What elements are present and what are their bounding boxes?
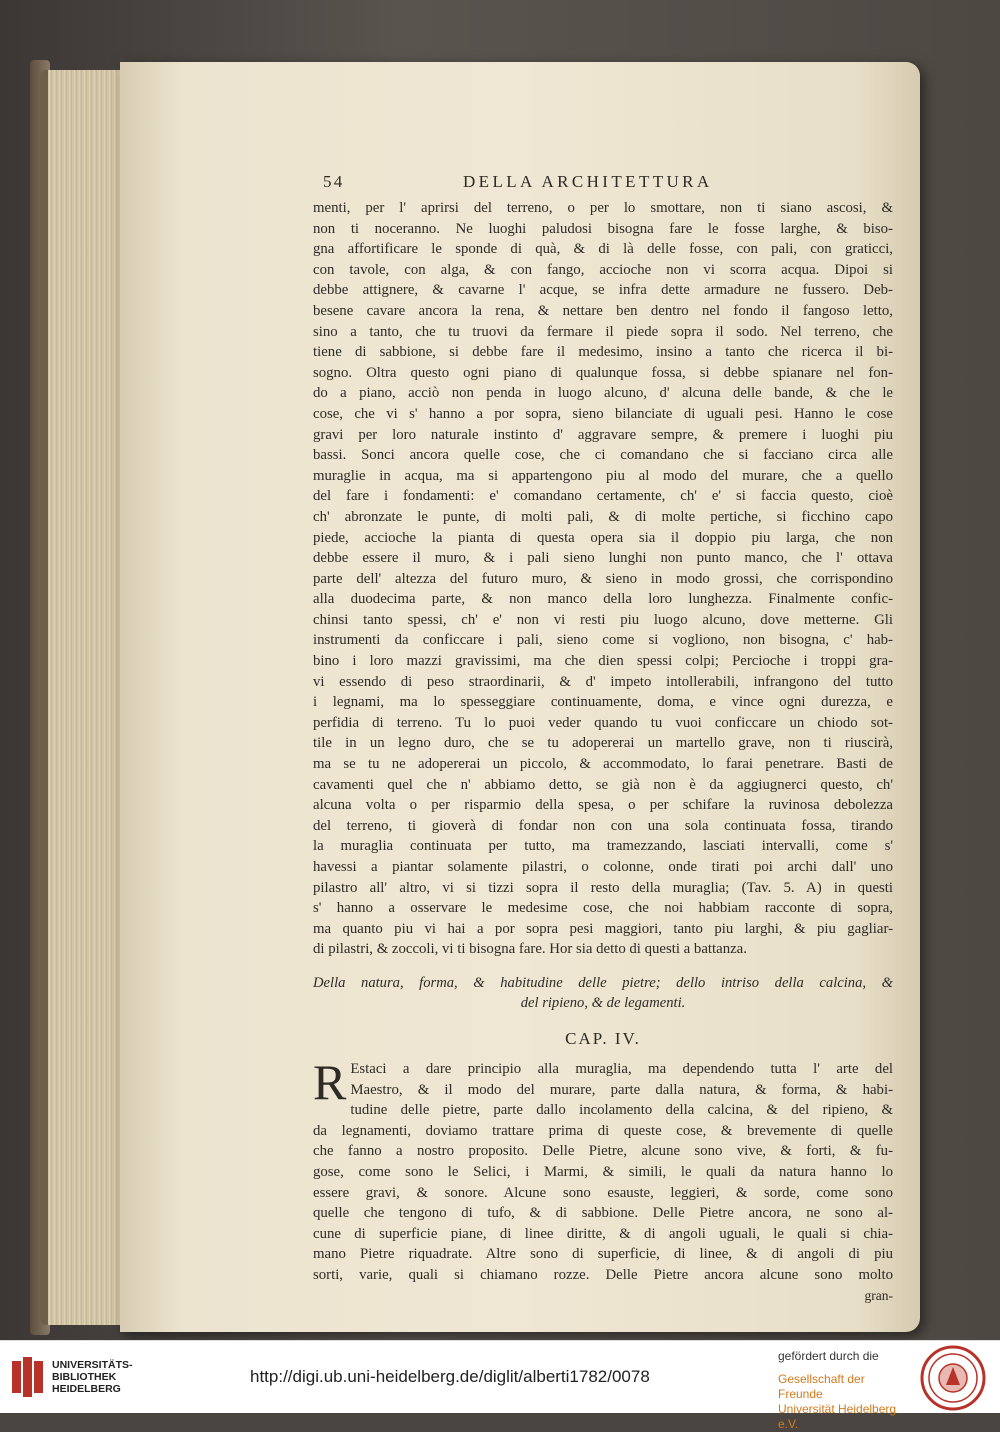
- text-line: tiene di sabbione, si debbe fare il medesimo, insino a tanto che ricerca il bi-: [313, 344, 893, 361]
- sponsor-org-line-2: Universität Heidelberg e.V.: [778, 1402, 897, 1431]
- text-line: debbe essere il muro, & i pali sieno lunghi non punto manco, che l' ottava: [313, 550, 893, 567]
- book-page-edges: [40, 70, 130, 1325]
- text-line: la muraglia continuata per tutto, ma tramezzando, lasciati intervalli, come s': [313, 838, 893, 855]
- text-line: havessi a piantar solamente pilastri, o colonne, onde tirati poi archi dall' uno: [313, 859, 893, 875]
- text-line: cavamenti quel che n' abbiamo detto, se già non è da aggiugnerci questo, ch': [313, 776, 893, 793]
- text-line: quelle che tengono di tufo, & di sabbione. Delle Pietre ancora, ne sono al-: [313, 1205, 893, 1222]
- text-line: sino a tanto, che tu truovi da fermare il piede sopra il sodo. Nel terreno, che: [313, 323, 893, 340]
- text-line: bassi. Sonci ancora quelle cose, che ci comandano che si facciano circa alle: [313, 447, 893, 464]
- text-line: ch' abronzate le punte, di molti pali, & di molte pertiche, si ficchino capo: [313, 508, 893, 525]
- sponsor-org-line-1: Gesellschaft der Freunde: [778, 1372, 865, 1401]
- library-name-line-2: BIBLIOTHEK: [52, 1371, 117, 1383]
- text-line: sogno. Oltra questo ogni piano di qualunque fossa, si debbe spianare nel fon-: [313, 364, 893, 381]
- text-line: chinsi tanto spessi, ch' e' non vi resti piu luogo alcuno, dove metterne. Gli: [313, 611, 893, 628]
- text-line: ma se tu ne adopererai un piccolo, & accommodato, lo farai penetrare. Basti de: [313, 756, 893, 773]
- text-line: muraglie in acqua, ma si appartengono piu al modo del murare, che a quello: [313, 467, 893, 484]
- text-line: s' hanno a osservare le medesime cose, che noi habbiam racconte di sopra,: [313, 900, 893, 917]
- page-number: 54: [323, 172, 345, 191]
- section-title-line-2: del ripieno, & de legamenti.: [520, 994, 686, 1011]
- text-line: che fanno a nostro proposito. Delle Pietre, alcune sono vive, & forti, & fu-: [313, 1143, 893, 1160]
- chapter-paragraph: [313, 1053, 893, 1286]
- text-line: gna affortificare le sponde di quà, & di là delle fosse, con pali, con graticci,: [313, 241, 893, 258]
- text-line: non ti noceranno. Ne luoghi paludosi bisogna fare le fosse larghe, & biso-: [313, 220, 893, 237]
- text-line: cose, che vi s' hanno a por sopra, sieno bilanciate di uguali pesi. Hanno le cose: [313, 405, 893, 422]
- text-line: gose, come sono le Selici, i Marmi, & simili, le quali da natura hanno lo: [313, 1163, 893, 1180]
- viewer-footer: [0, 1340, 1000, 1431]
- text-line: besene cavare ancora la rena, & nettare ben dentro nel fondo il fangoso letto,: [313, 302, 893, 319]
- text-line: vi essendo di peso straordinarii, & d' impeto intollerabili, infrangono del tutto: [313, 673, 893, 690]
- drop-cap: R: [313, 1053, 347, 1110]
- text-line: pilastro all' altro, vi si tizzi sopra il resto della muraglia; (Tav. 5. A) in questi: [313, 879, 893, 896]
- text-line: alla duodecima parte, & non manco della loro lunghezza. Finalmente confic-: [313, 591, 893, 608]
- section-title-line-1: Della natura, forma, & habitudine delle pietre; dello intriso della calcina, &: [313, 974, 893, 991]
- page-text-block: [313, 168, 893, 1306]
- text-line: sorti, varie, quali si chiamano rozze. Delle Pietre ancora alcune sono molto: [313, 1266, 893, 1283]
- text-line: parte dell' altezza del futuro muro, & sieno in modo grossi, che corrispondino: [313, 570, 893, 587]
- library-name-line-1: UNIVERSITÄTS-: [52, 1359, 133, 1371]
- text-line: Maestro, & il modo del murare, parte dalla natura, & forma, & habi-: [350, 1081, 893, 1098]
- text-line: Estaci a dare principio alla muraglia, ma dependendo tutta l' arte del: [350, 1060, 893, 1077]
- sponsor-label: gefördert durch die: [778, 1349, 879, 1363]
- chapter-heading: CAP. IV.: [565, 1028, 641, 1048]
- text-line: del fare i fondamenti: e' comandano certamente, ch' e' si faccia questo, cioè: [313, 488, 893, 505]
- text-line: cune di superficie piane, di linee diritte, & di angoli uguali, le quali si chia-: [313, 1225, 893, 1242]
- text-line: di pilastri, & zoccoli, vi ti bisogna fare. Hor sia detto di questi a battanza.: [313, 941, 747, 958]
- text-line: instrumenti da conficcare i pali, sieno come si vogliono, non bisogna, c' hab-: [313, 632, 893, 649]
- chapter-rest-lines: [313, 1100, 893, 1285]
- page-header: [313, 168, 893, 198]
- section-title: [313, 973, 893, 1013]
- text-line: debbe attignere, & cavarne l' acque, se infra dette armadure ne fussero. Deb-: [313, 282, 893, 299]
- text-line: con tavole, con alga, & con fango, accioche non vi scorra acqua. Dipoi si: [313, 261, 893, 278]
- text-line: gravi per loro naturale instinto d' aggravare sempre, & premere i luoghi piu: [313, 426, 893, 443]
- text-line: bino i loro mazzi gravissimi, ma che dien spessi colpi; Percioche i troppi gra-: [313, 653, 893, 670]
- text-line: del terreno, ti gioverà di fondar non con una sola continuata fossa, tirando: [313, 817, 893, 834]
- text-line: menti, per l' aprirsi del terreno, o per lo smottare, non ti siano ascosi, &: [313, 200, 893, 216]
- text-line: alcuna volta o per risparmio della spesa, o per schifare la ruvinosa debolezza: [313, 797, 893, 814]
- text-line: do a piano, acciò non penda in luogo alcuno, d' alcuna delle bande, & che le: [313, 385, 893, 402]
- text-line: essere gravi, & sonore. Alcune sono esauste, leggieri, & sorde, come sono: [313, 1184, 893, 1201]
- text-line: da legnamenti, doviamo trattare prima di queste cose, & brevemente di quelle: [313, 1122, 893, 1139]
- text-line: tile in un legno duro, che se tu adopererai un martello grave, non ti riuscirà,: [313, 735, 893, 752]
- text-line: ma quanto piu vi hai a por sopra pesi maggiori, tanto piu larghi, & piu gagliar-: [313, 920, 893, 937]
- permalink-url[interactable]: http://digi.ub.uni-heidelberg.de/diglit/alberti1782/0078: [250, 1367, 650, 1386]
- catchword: gran-: [864, 1287, 893, 1303]
- library-name-line-3: HEIDELBERG: [52, 1383, 121, 1395]
- university-library-name: [52, 1359, 133, 1395]
- text-line: perfidia di terreno. Tu lo puoi veder quando tu vuoi conficcare un chiodo sot-: [313, 714, 893, 731]
- running-title: DELLA ARCHITETTURA: [463, 172, 713, 191]
- text-line: i legnami, ma lo spesseggiare continuamente, doma, e vince ogni durezza, e: [313, 694, 893, 711]
- sponsor-credit: [778, 1349, 908, 1432]
- text-line: piede, accioche la pianta di questa opera sia il doppio piu larga, che non: [313, 529, 893, 546]
- university-seal-icon: [920, 1345, 986, 1411]
- university-library-logo: [10, 1355, 46, 1399]
- text-line: mano Pietre riquadrate. Altre sono di superficie, di linee, & di angoli di piu: [313, 1246, 893, 1263]
- text-line: tudine delle pietre, parte dallo incolamento della calcina, & del ripieno, &: [350, 1102, 893, 1119]
- body-paragraph: [313, 198, 893, 960]
